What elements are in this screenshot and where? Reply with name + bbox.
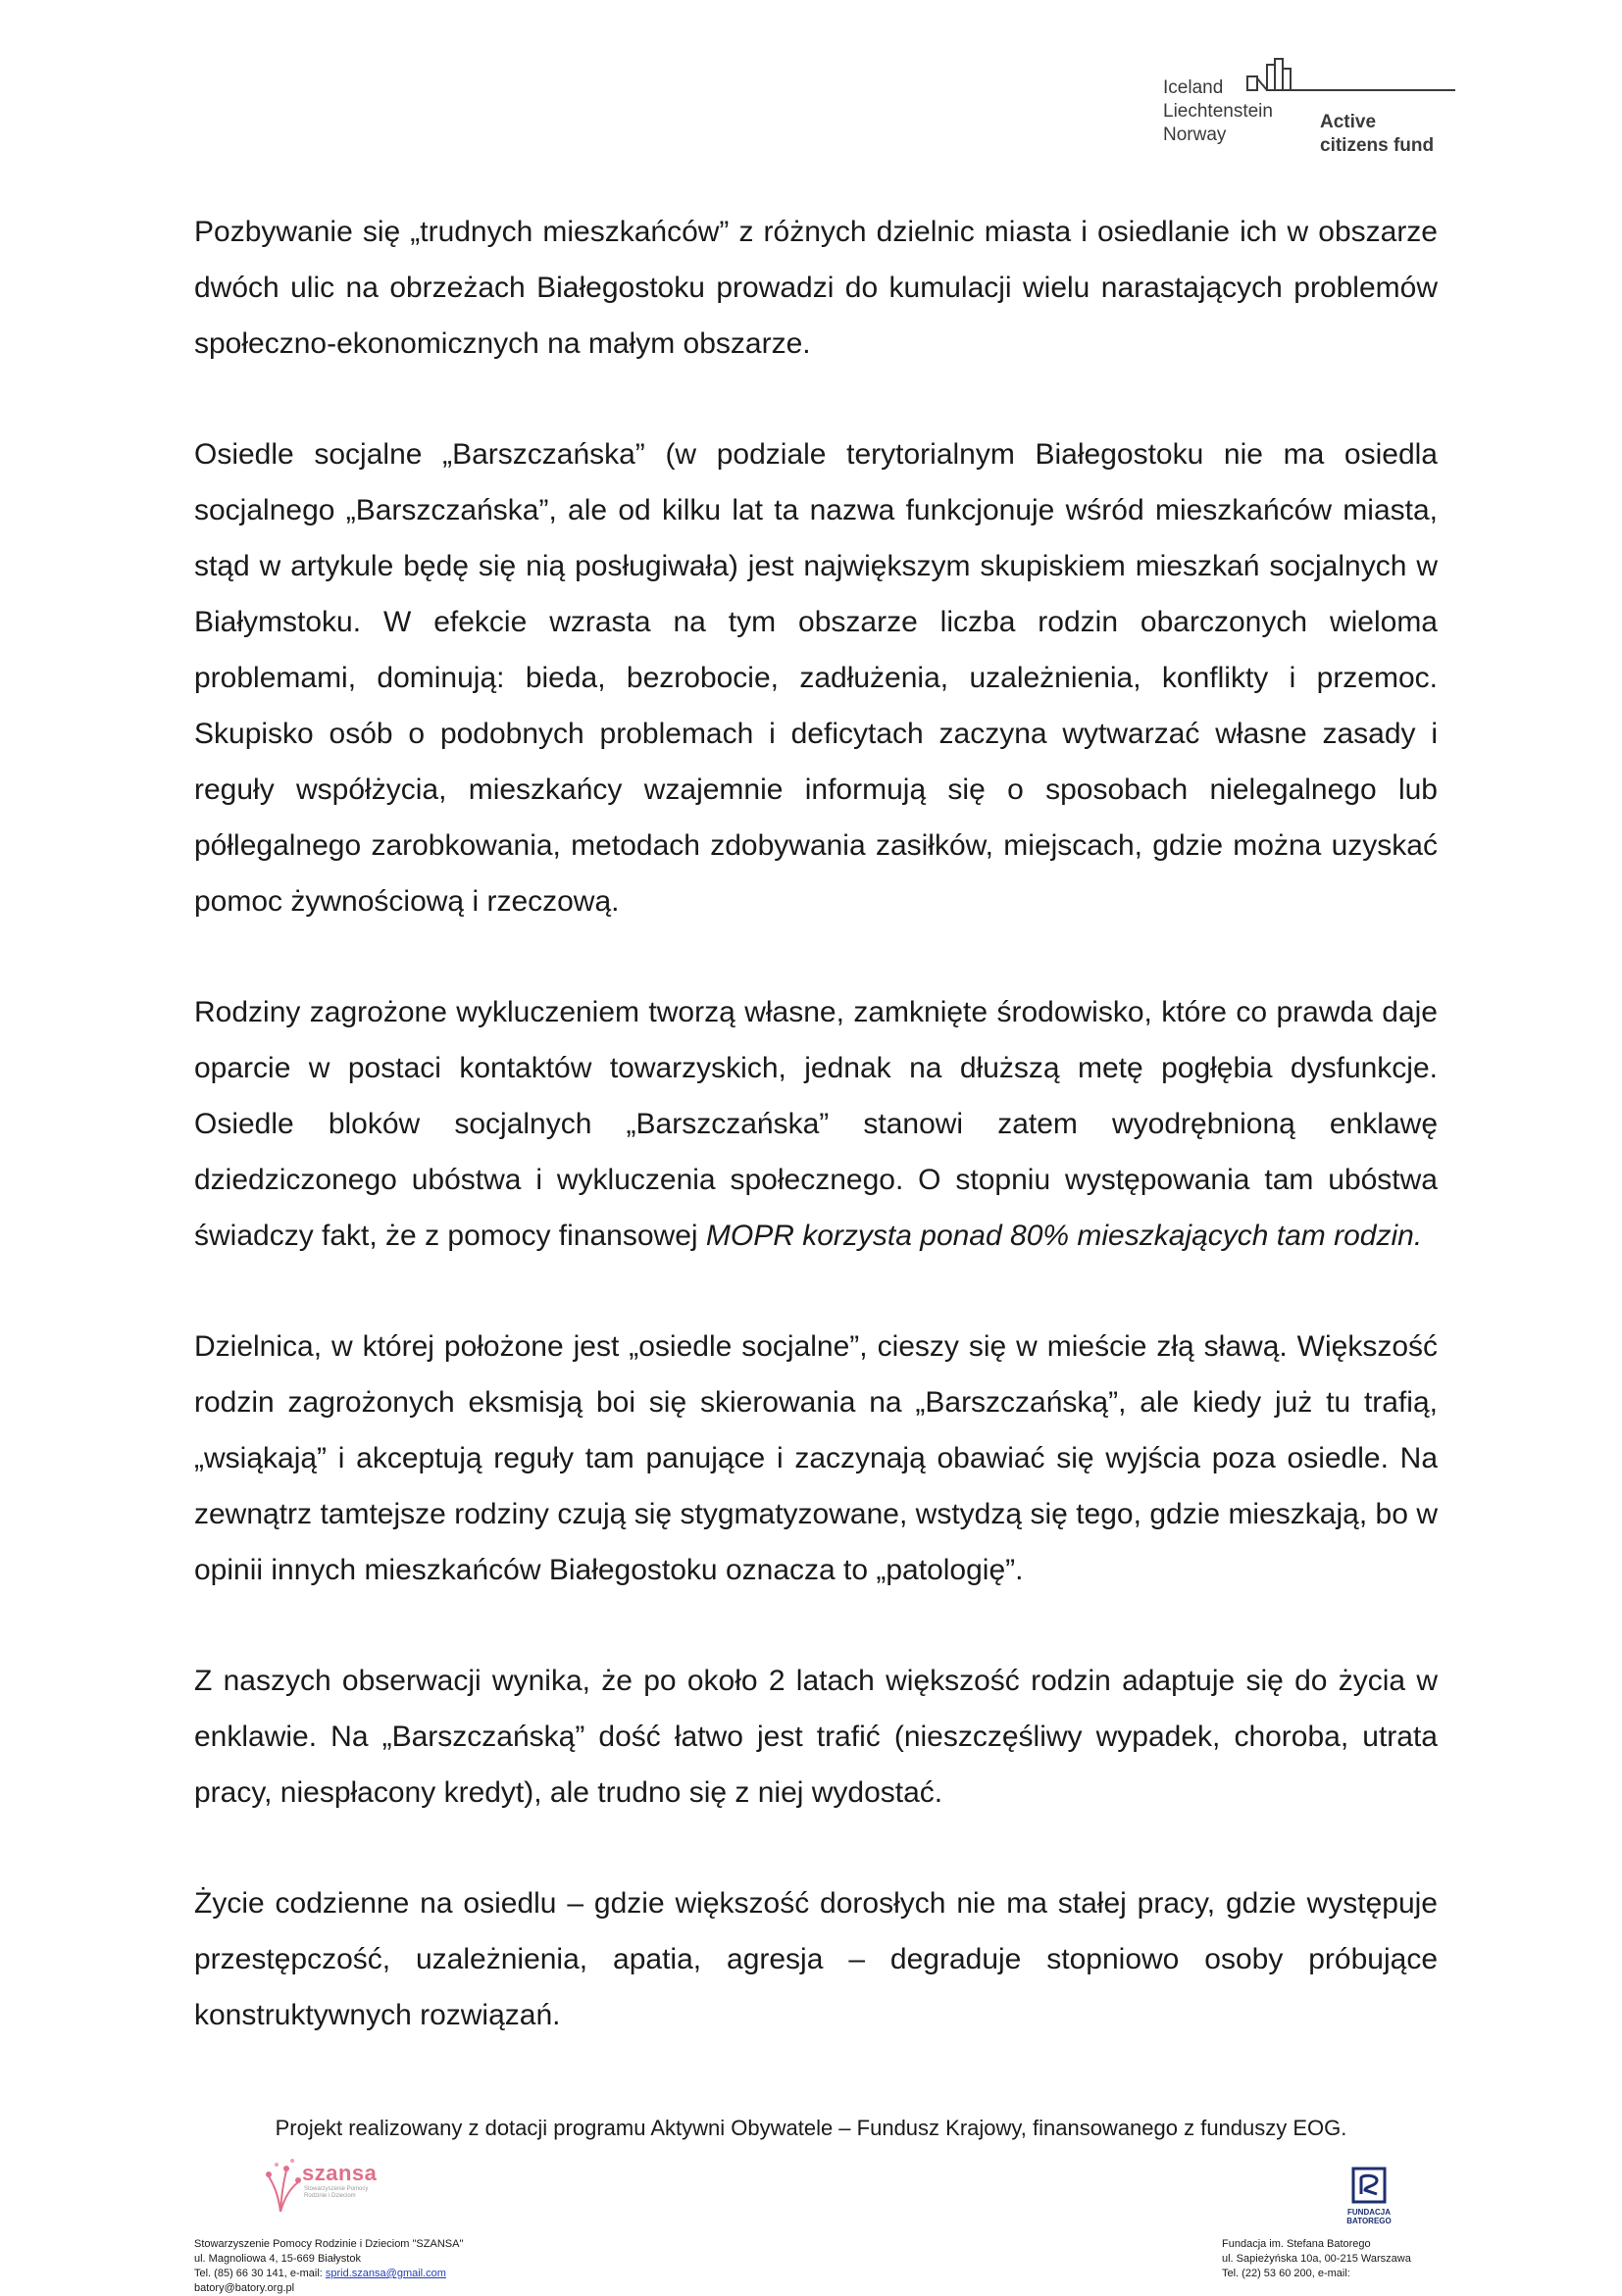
batory-foundation-logo: [1340, 2167, 1398, 2237]
fund-name-line-1: Active: [1320, 112, 1377, 132]
paragraph-2-text: Osiedle socjalne „Barszczańska” (w podziale terytorialnym Białegostoku nie ma osiedla socjalnego „Barszczańska”, ale od kilku lat ta nazwa funkcjonuje wśród mieszkańców miasta, stąd w artykule będę się nią posługiwała) jest największym skupiskiem mieszkań socjalnych w Białymstoku. W efekcie wzrasta na tym obszarze liczba rodzin obarczonych wieloma problemami, dominują: bieda, bezrobocie, zadłużenia, uzależnienia, konflikty i przemoc. Skupisko osób o podobnych problemach i deficytach zaczyna wytwarzać własne zasady i reguły współżycia, mieszkańcy wzajemnie informują się o sposobach nielegalnego lub półlegalnego zarobkowania, metodach zdobywania zasiłków, miejscach, gdzie można uzyskać pomoc żywnościową i rzeczową.: [194, 438, 1438, 918]
batory-email: batory@batory.org.pl: [194, 2282, 295, 2294]
szansa-wordmark: szansa: [302, 2161, 378, 2185]
szansa-subtitle: Stowarzyszenie Pomocy Rodzinie i Dzieciom: [304, 2186, 369, 2199]
batory-address: ul. Sapieżyńska 10a, 00-215 Warszawa: [1222, 2253, 1411, 2265]
szansa-email-link[interactable]: sprid.szansa@gmail.com: [325, 2268, 446, 2279]
fund-name-line-2: citizens fund: [1320, 135, 1435, 156]
batory-label-line-1: FUNDACJA: [1347, 2208, 1391, 2217]
footer-contact-szansa: [194, 2237, 463, 2296]
szansa-phone: Tel. (85) 66 30 141, e-mail:: [194, 2268, 326, 2279]
paragraph-5: [194, 1653, 1438, 1821]
paragraph-5-text: Z naszych obserwacji wynika, że po około 2 latach większość rodzin adaptuje się do życia w enklawie. Na „Barszczańską” dość łatwo jest trafić (nieszczęśliwy wypadek, choroba, utrata pracy, niespłacony kredyt), ale trudno się z niej wydostać.: [194, 1665, 1438, 1809]
country-iceland: Iceland: [1163, 77, 1224, 98]
paragraph-1-text: Pozbywanie się „trudnych mieszkańców” z różnych dzielnic miasta i osiedlanie ich w obszarze dwóch ulic na obrzeżach Białegostoku prowadzi do kumulacji wielu narastających problemów społeczno-ekonomicznych na małym obszarze.: [194, 216, 1438, 360]
paragraph-1: [194, 204, 1438, 372]
szansa-org-name: Stowarzyszenie Pomocy Rodzinie i Dzieciom "SZANSA": [194, 2238, 464, 2250]
szansa-contact-line: [194, 2267, 463, 2281]
batory-org-name: Fundacja im. Stefana Batorego: [1222, 2238, 1371, 2250]
szansa-flower-icon: [257, 2153, 304, 2216]
szansa-address: ul. Magnoliowa 4, 15-669 Białystok: [194, 2253, 361, 2265]
paragraph-4-text: Dzielnica, w której położone jest „osiedle socjalne”, cieszy się w mieście złą sławą. Większość rodzin zagrożonych eksmisją boi się skierowania na „Barszczańską”, ale kiedy już tu trafią, „wsiąkają” i akceptują reguły tam panujące i zaczynają obawiać się wyjścia poza osiedle. Na zewnątrz tamtejsze rodziny czują się stygmatyzowane, wstydzą się tego, gdzie mieszkają, bo w opinii innych mieszkańców Białegostoku oznacza to „patologię”.: [194, 1330, 1438, 1586]
paragraph-3-text: Rodziny zagrożone wykluczeniem tworzą własne, zamknięte środowisko, które co prawda daje oparcie w postaci kontaktów towarzyskich, jednak na dłuższą metę pogłębia dysfunkcje. Osiedle bloków socjalnych „Barszczańska” stanowi zatem wyodrębnioną enklawę dziedziczonego ubóstwa i wykluczenia społecznego. O stopniu występowania tam ubóstwa świadczy fakt, że z pomocy finansowej: [194, 996, 1438, 1252]
project-funding-note: Projekt realizowany z dotacji programu Aktywni Obywatele – Fundusz Krajowy, finansowanego z funduszy EOG.: [275, 2116, 1347, 2140]
paragraph-3-italic: MOPR korzysta ponad 80% mieszkających tam rodzin.: [705, 1220, 1423, 1252]
active-citizens-fund-logo: [1163, 57, 1457, 165]
paragraph-3: [194, 984, 1438, 1264]
paragraph-4: [194, 1319, 1438, 1598]
country-liechtenstein: Liechtenstein: [1163, 101, 1273, 122]
paragraph-2: [194, 426, 1438, 929]
paragraph-6: [194, 1875, 1438, 2043]
paragraph-6-text: Życie codzienne na osiedlu – gdzie większość dorosłych nie ma stałej pracy, gdzie występuje przestępczość, uzależnienia, apatia, agresja – degraduje stopniowo osoby próbujące konstruktywnych rozwiązań.: [194, 1887, 1438, 2031]
document-body: [194, 204, 1438, 2043]
batory-label-line-2: BATOREGO: [1346, 2217, 1392, 2225]
batory-emblem-icon: [1351, 2167, 1387, 2204]
footer-contact-batory: [1222, 2237, 1411, 2281]
skyline-icon: [1245, 57, 1457, 96]
batory-phone: Tel. (22) 53 60 200, e-mail:: [1222, 2268, 1350, 2279]
szansa-logo: [257, 2153, 394, 2218]
country-norway: Norway: [1163, 125, 1227, 145]
